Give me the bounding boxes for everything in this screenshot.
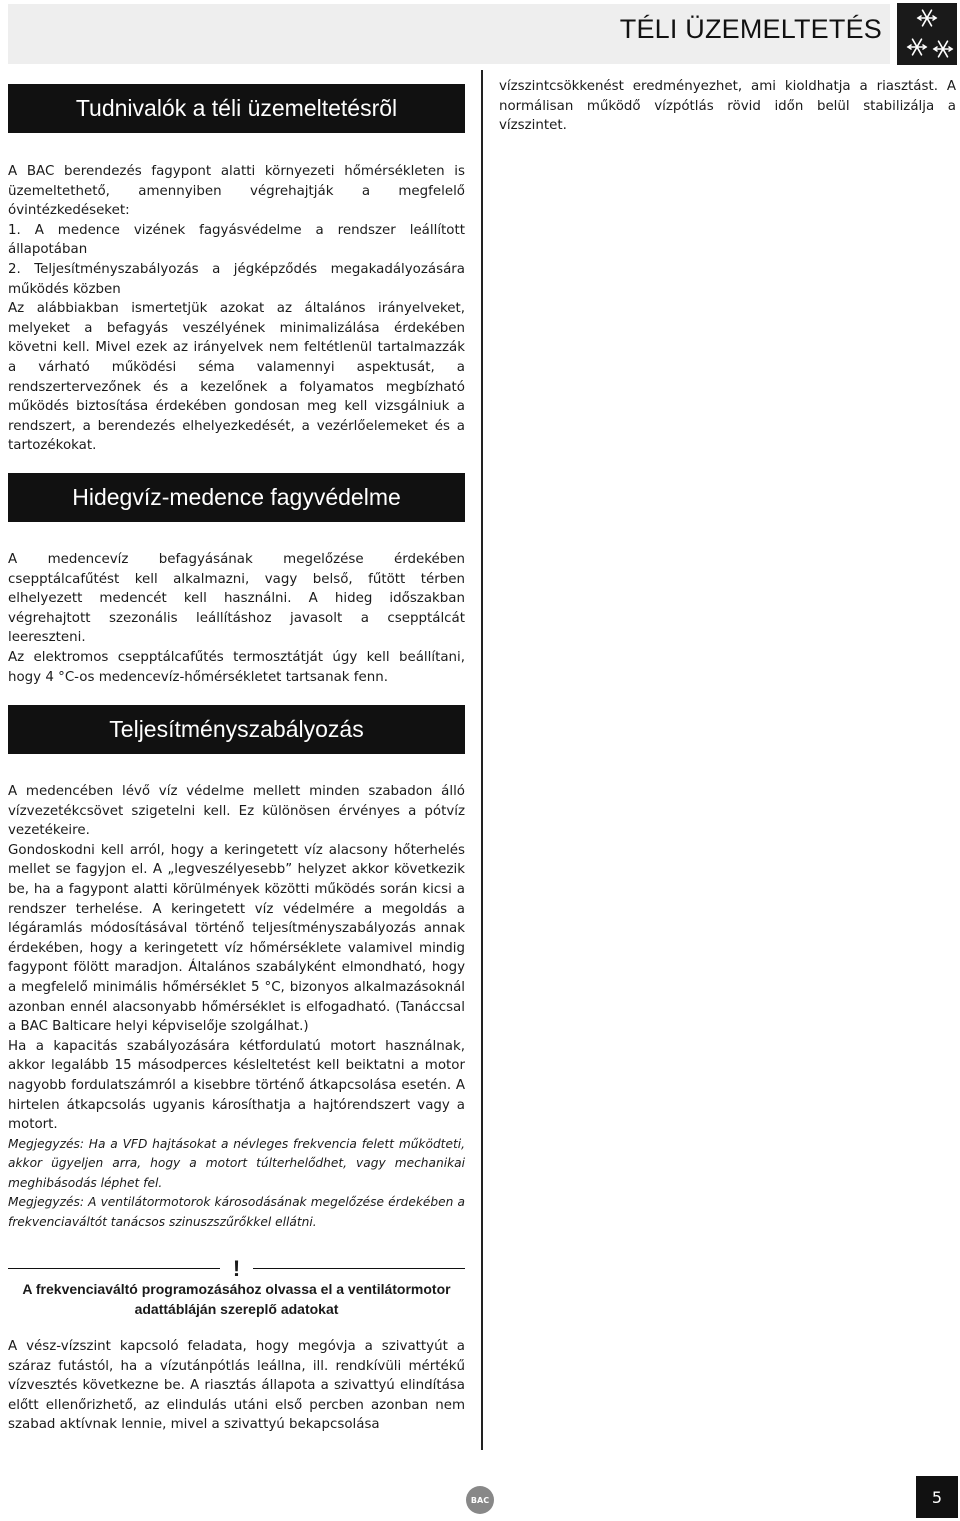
capacity-paragraph-1: A medencében lévő víz védelme mellett minden szabadon álló vízvezetékcsövet szigetelni kell. Ez különösen érvényes a pótvíz vezetékeire. (8, 784, 465, 839)
basin-paragraph-2: Az elektromos csepptálcafűtés termosztátját úgy kell beállítani, hogy 4 °C-os medencevíz-hőmérsékletet tartsanak fenn. (8, 649, 465, 685)
capacity-body (8, 782, 465, 1233)
right-column-paragraph: vízszintcsökkenést eredményezhet, ami kioldhatja a riasztást. A normálisan működő vízpótlás rövid időn belül stabilizálja a vízszintet. (499, 79, 956, 134)
bac-logo: BAC (466, 1486, 494, 1514)
winter-ops-item-1: 1. A medence vizének fagyásvédelme a rendszer leállított állapotában (8, 222, 465, 258)
capacity-note-1: Megjegyzés: Ha a VFD hajtásokat a névleges frekvencia felett működteti, akkor ügyeljen arra, hogy a motort túlterhelődhet, vagy mechanikai meghibásodás léphet fel. (8, 1136, 465, 1190)
capacity-paragraph-3: Ha a kapacitás szabályozására kétfordulatú motort használnak, akkor legalább 15 másodperces késleltetést kell beiktatni a motor nagyobb fordulatszámról a kisebbre történő átkapcsolása esetén. A hirtelen átkapcsolás ugyanis károsíthatja a hajtórendszert vagy a motort. (8, 1038, 465, 1133)
winter-ops-body (8, 162, 465, 456)
column-divider (481, 70, 483, 1450)
winter-ops-guidelines: Az alábbiakban ismertetjük azokat az általános irányelveket, melyeket a befagyás veszélyének minimalizálása érdekében követni kell. Mivel ezek az irányelvek nem feltétlenül tartalmazzák a várható működési séma valamennyi aspektusát, a rendszertervezőnek és a kezelőnek a folyamatos megbízható működés biztosítása érdekében gondosan meg kell vizsgálniuk a rendszert, a berendezés elhelyezkedését, a vezérlőelemeket és a tartozékokat. (8, 301, 465, 454)
level-switch-body (8, 1337, 465, 1435)
right-column-body (499, 77, 956, 136)
level-switch-paragraph: A vész-vízszint kapcsoló feladata, hogy megóvja a szivattyút a száraz futástól, ha a vízutánpótlás leállna, ill. rendkívüli mértékű vízvesztés következne be. A riasztás állapota a szivattyú elindítása előtt ellenőrizhető, az elindulás utáni első percben azonban nem szabad aktívnak lennie, mivel a szivattyú bekapcsolása (8, 1339, 465, 1433)
page-title: TÉLI ÜZEMELTETÉS (619, 14, 882, 44)
basin-body (8, 550, 465, 687)
capacity-note-2: Megjegyzés: A ventilátormotorok károsodásának megelőzése érdekében a frekvenciaváltót tanácsos szinuszszűrőkkel ellátni. (8, 1195, 465, 1230)
basin-paragraph-1: A medencevíz befagyásának megelőzése érdekében csepptálcafűtést kell alkalmazni, vagy belső, fűtött térben elhelyezett medencét kell használni. A hideg időszakban végrehajtott szezonális leállításhoz javasolt a csepptálcát leereszteni. (8, 552, 465, 646)
capacity-paragraph-2: Gondoskodni kell arról, hogy a keringetett víz alacsony hőterhelés mellet se fagyjon el. A „legveszélyesebb” helyzet akkor következik be, ha a fagypont alatti körülmények közötti működés során kicsi a rendszer terhelése. A keringetett víz védelmére a megoldás a légáramlás módosításával történő teljesítményszabályozás annak érdekében, hogy a keringetett víz hőmérséklete valamivel mindig fagypont fölött maradjon. Általános szabályként elmondható, hogy a megfelelő minimális hőmérséklet 5 °C, bizonyos alkalmazásoknál azonban ennél alacsonyabb hőmérséklet is elfogadható. (Tanáccsal a BAC Balticare helyi képviselője szolgálhat.) (8, 842, 465, 1035)
page-number: 5 (916, 1476, 958, 1518)
snowflake-icon (897, 3, 957, 65)
warning-icon: ! (232, 1256, 241, 1281)
section-heading-capacity: Teljesítményszabályozás (8, 705, 465, 754)
winter-ops-item-2: 2. Teljesítményszabályozás a jégképződés megakadályozására működés közben (8, 261, 465, 297)
section-heading-basin: Hidegvíz-medence fagyvédelme (8, 473, 465, 522)
winter-ops-intro: A BAC berendezés fagypont alatti környezeti hőmérsékleten is üzemeltethető, amennyiben végrehajtják a megfelelő óvintézkedéseket: (8, 164, 465, 219)
warning-text: A frekvenciaváltó programozásához olvassa el a ventilátormotor adattábláján szereplő adatokat (22, 1281, 451, 1317)
section-heading-winter-ops: Tudnivalók a téli üzemeltetésrõl (8, 84, 465, 133)
